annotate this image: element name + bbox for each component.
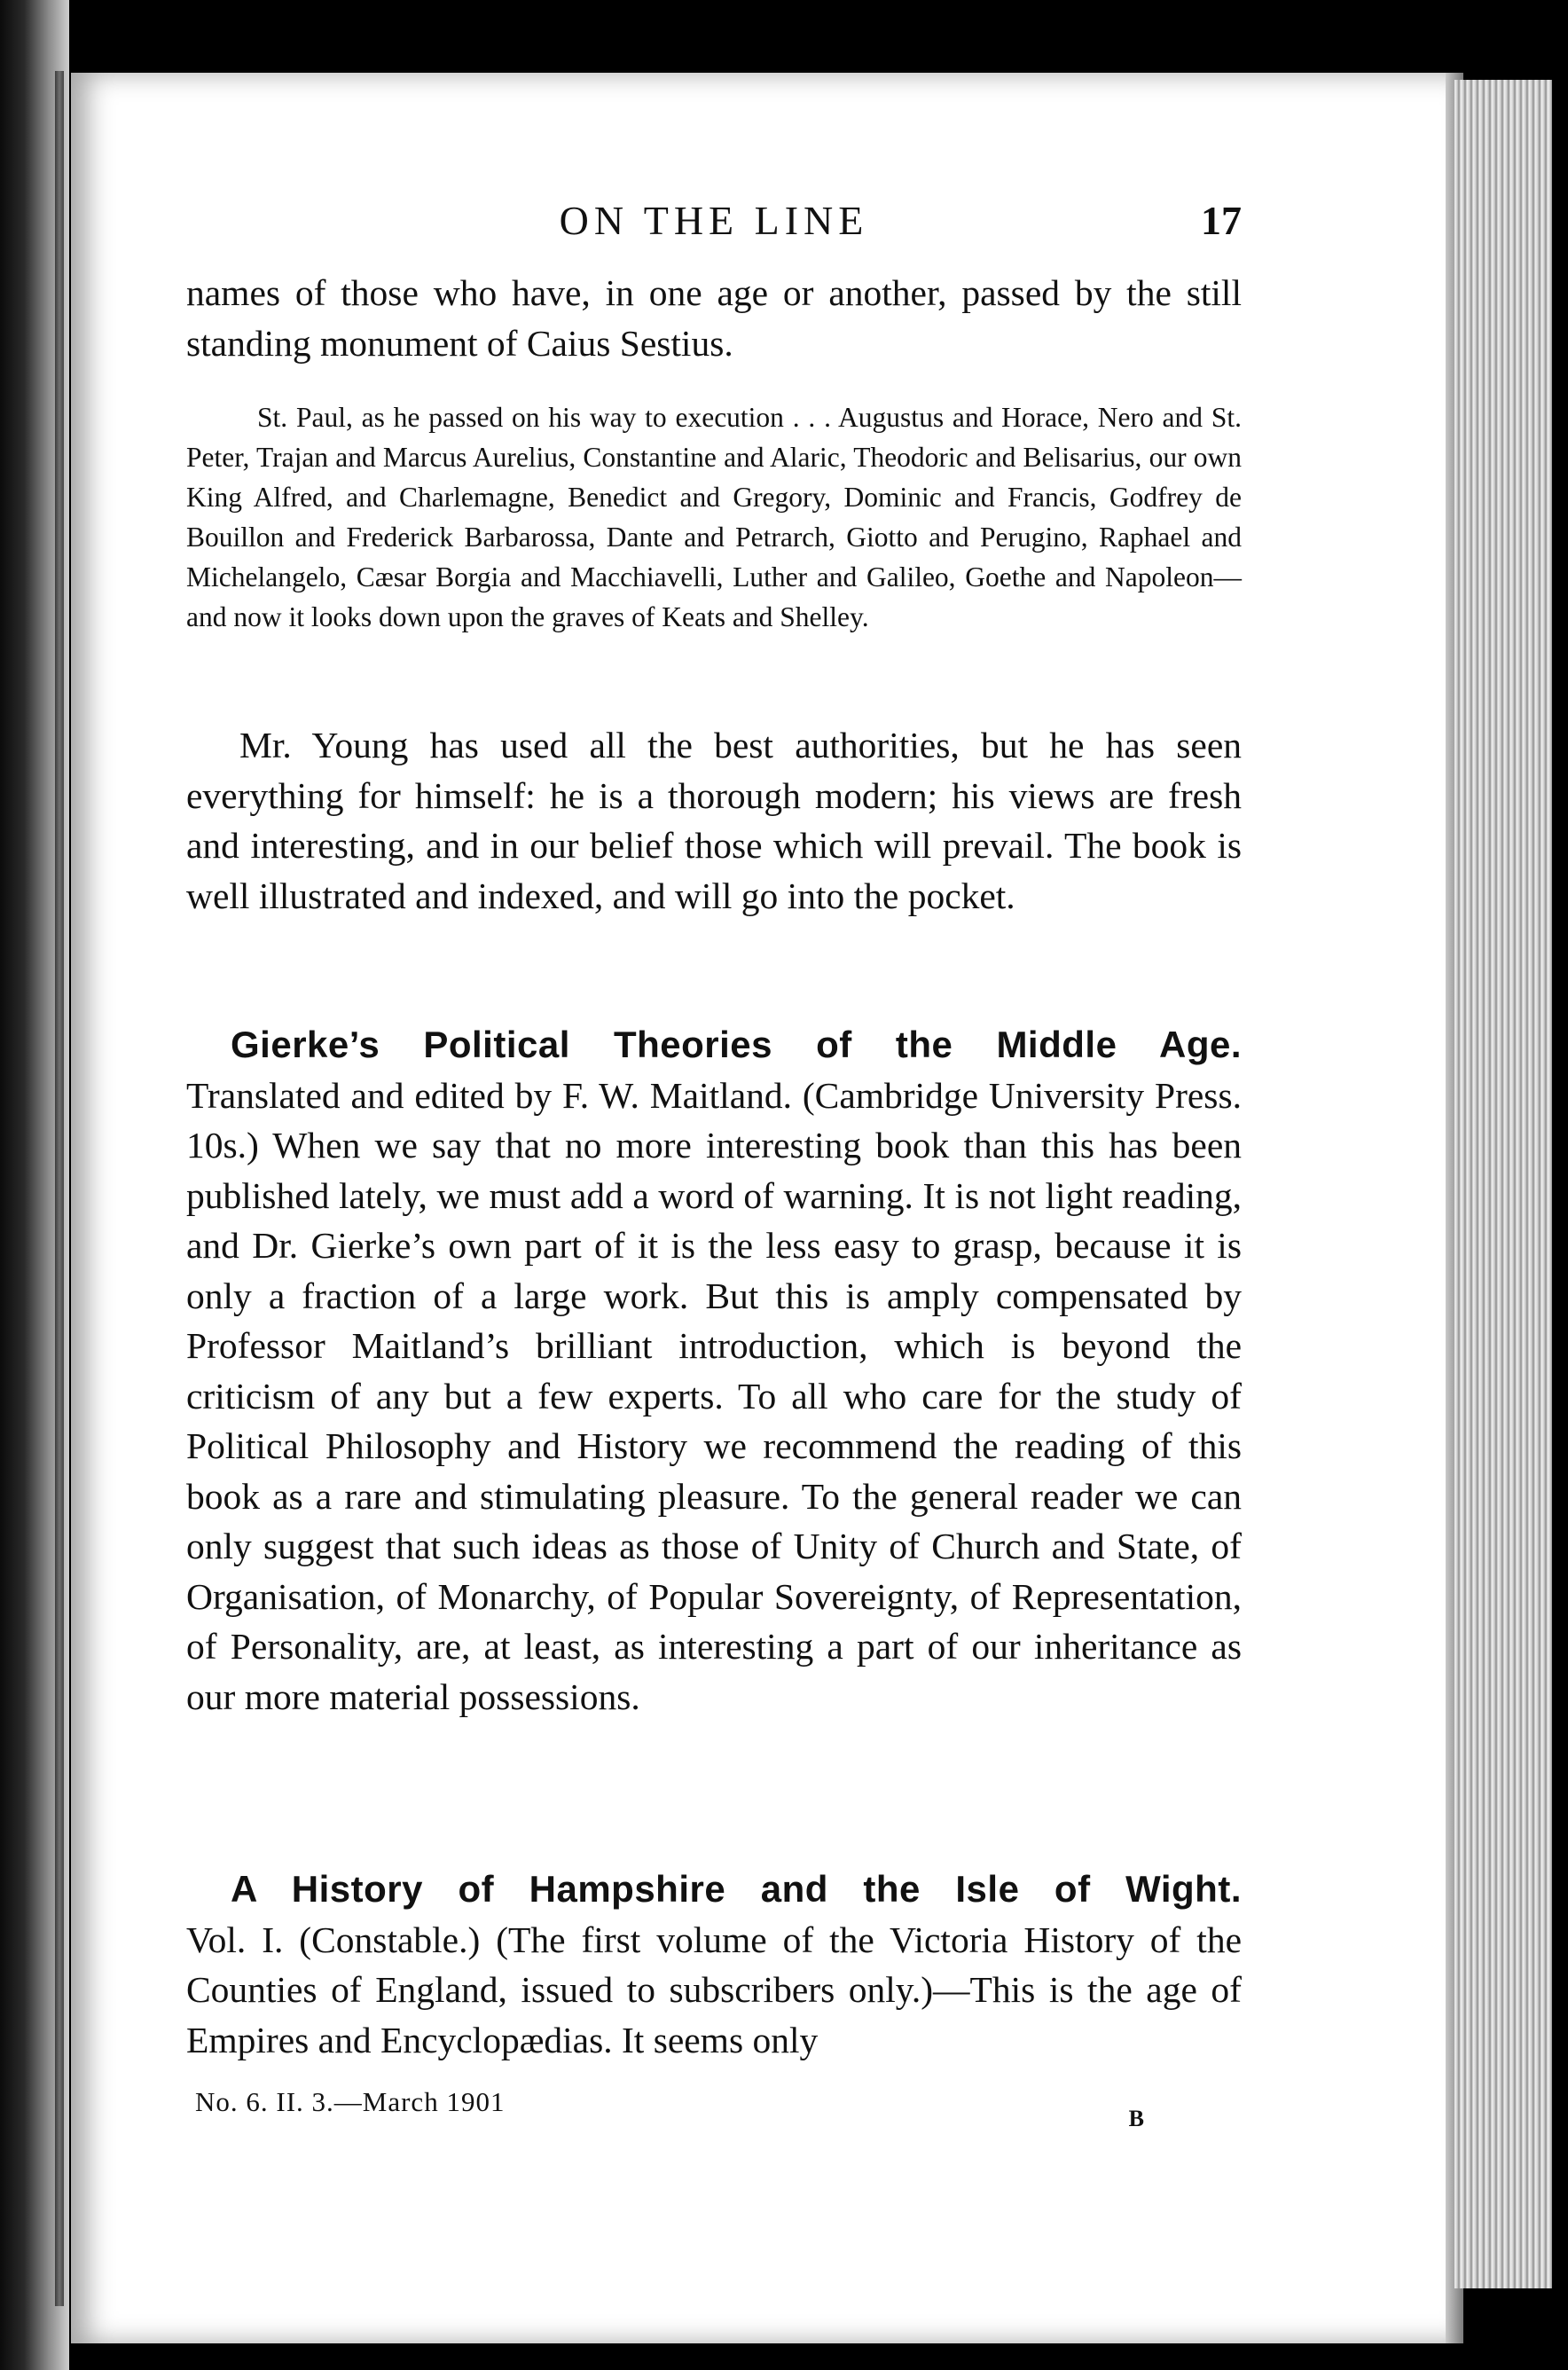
young-paragraph: Mr. Young has used all the best authorities, but he has seen everything for himself: he is a thorough modern; his views are fresh and interesting, and in our belief those which will prevail. The book is well illustrated and indexed, and will go into the pocket. [186,725,1242,916]
review-gierke [186,1020,1242,1722]
page-number: 17 [1201,198,1242,243]
gutter-shadow [55,71,64,2306]
review-hampshire [186,1864,1242,2065]
signature-mark: B [1128,2106,1144,2131]
page-footer [195,2086,1242,2139]
review-title: A History of Hampshire and the Isle of Wight. [231,1868,1242,1910]
page-stack-edge [1454,80,1552,2288]
review-body: Translated and edited by F. W. Maitland. (Cambridge University Press. 10s.) When we say that no more interesting book than this has been published lately, we must add a word of warning. It is not light reading, and Dr. Gierke’s own part of it is the less easy to grasp, because it is only a fraction of a large work. But this is amply compensated by Professor Maitland’s brilliant introduction, which is beyond the criticism of any but a few experts. To all who care for the study of Political Philosophy and History we recommend the reading of this book as a rare and stimulating pleasure. To the general reader we can only suggest that such ideas as those of Unity of Church and State, of Organisation, of Monarchy, of Popular Sovereignty, of Representation, of Personality, are, at least, as interesting a part of our inheritance as our more material possessions. [186,1074,1242,1717]
running-head: ON THE LINE [559,198,869,243]
signature-line: No. 6. II. 3.—March 1901 [195,2086,506,2117]
lead-paragraph: names of those who have, in one age or another, passed by the still standing monument of Caius Sestius. [186,272,1242,364]
page-header [186,197,1242,259]
review-title: Gierke’s Political Theories of the Middle Age. [231,1024,1242,1065]
review-body: Vol. I. (Constable.) (The first volume of the Victoria History of the Counties of England, issued to subscribers only.)—This is the age of Empires and Encyclopædias. It seems only [186,1919,1242,2060]
block-quote: St. Paul, as he passed on his way to execution . . . Augustus and Horace, Nero and St. Peter, Trajan and Marcus Aurelius, Constantine and Alaric, Theodoric and Belisarius, our own King Alfred, and Charlemagne, Benedict and Gregory, Dominic and Francis, Godfrey de Bouillon and Frederick Barbarossa, Dante and Petrarch, Giotto and Perugino, Raphael and Michelangelo, Cæsar Borgia and Macchiavelli, Luther and Galileo, Goethe and Napoleon—and now it looks down upon the graves of Keats and Shelley. [186,402,1242,632]
